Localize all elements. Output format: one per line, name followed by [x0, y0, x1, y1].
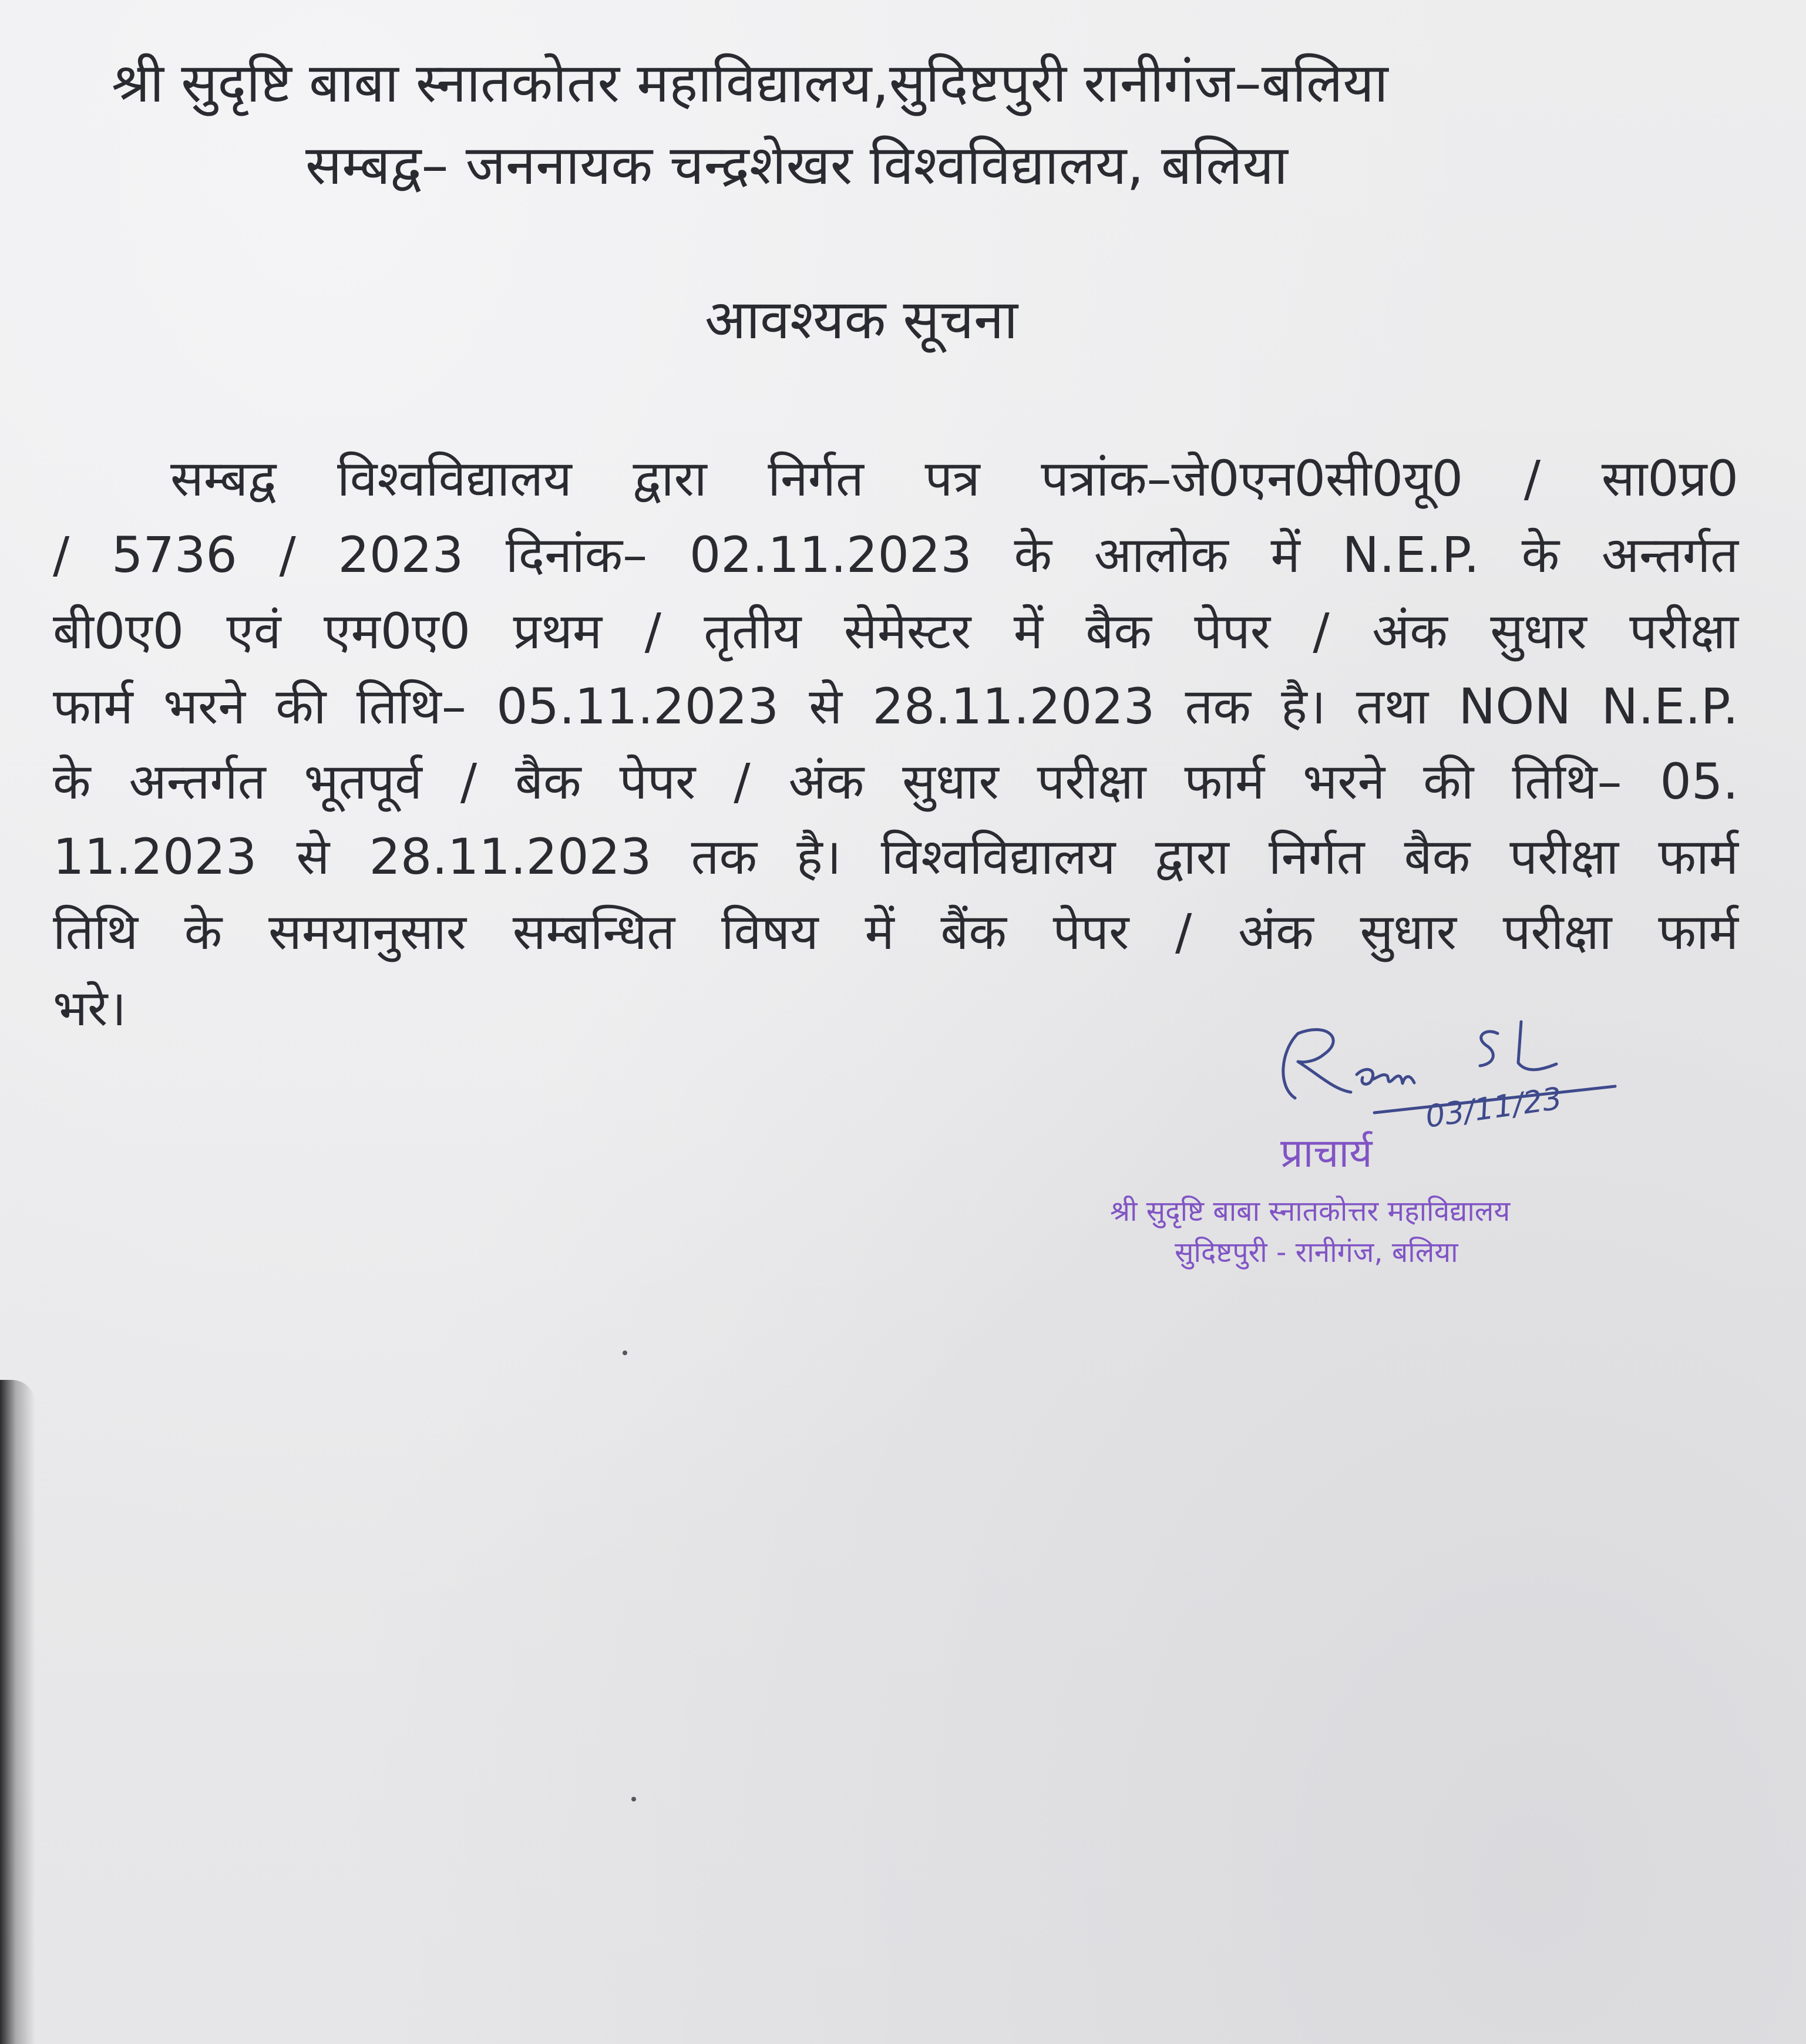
paper-fold-shadow [0, 1380, 35, 2044]
notice-body-line: के अन्तर्गत भूतपूर्व / बैक पेपर / अंक सुधार परीक्षा फार्म भरने की तिथि– 05. [53, 753, 1738, 810]
notice-title: आवश्यक सूचना [705, 288, 1018, 351]
notice-body-line: बी0ए0 एवं एम0ए0 प्रथम / तृतीय सेमेस्टर में बैक पेपर / अंक सुधार परीक्षा [53, 602, 1738, 660]
university-affiliation: सम्बद्व– जननायक चन्द्रशेखर विश्वविद्यालय, बलिया [305, 134, 1288, 197]
notice-body-line: तिथि के समयानुसार सम्बन्धित विषय में बैंक पेपर / अंक सुधार परीक्षा फार्म [53, 903, 1738, 961]
stamp-principal-title: प्राचार्य [1280, 1130, 1373, 1177]
paper-speck [623, 1351, 627, 1355]
stamp-college-address: सुदिष्टपुरी - रानीगंज, बलिया [1175, 1236, 1458, 1269]
notice-body-line: / 5736 / 2023 दिनांक– 02.11.2023 के आलोक में N.E.P. के अन्तर्गत [53, 526, 1738, 584]
signature-date: 03/11/23 [1423, 1080, 1565, 1135]
notice-body-line: भरे। [53, 979, 127, 1037]
college-name: श्री सुदृष्टि बाबा स्नातकोतर महाविद्यालय,सुदिष्टपुरी रानीगंज–बलिया [112, 52, 1388, 115]
notice-body-line: सम्बद्व विश्वविद्यालय द्वारा निर्गत पत्र पत्रांक–जे0एन0सी0यू0 / सा0प्र0 [170, 450, 1738, 507]
paper-speck [631, 1797, 636, 1801]
notice-body-line: 11.2023 से 28.11.2023 तक है। विश्वविद्यालय द्वारा निर्गत बैक परीक्षा फार्म [53, 828, 1738, 885]
notice-body-line: फार्म भरने की तिथि– 05.11.2023 से 28.11.2023 तक है। तथा NON N.E.P. [53, 678, 1738, 735]
stamp-college-name: श्री सुदृष्टि बाबा स्नातकोत्तर महाविद्यालय [1110, 1195, 1511, 1228]
